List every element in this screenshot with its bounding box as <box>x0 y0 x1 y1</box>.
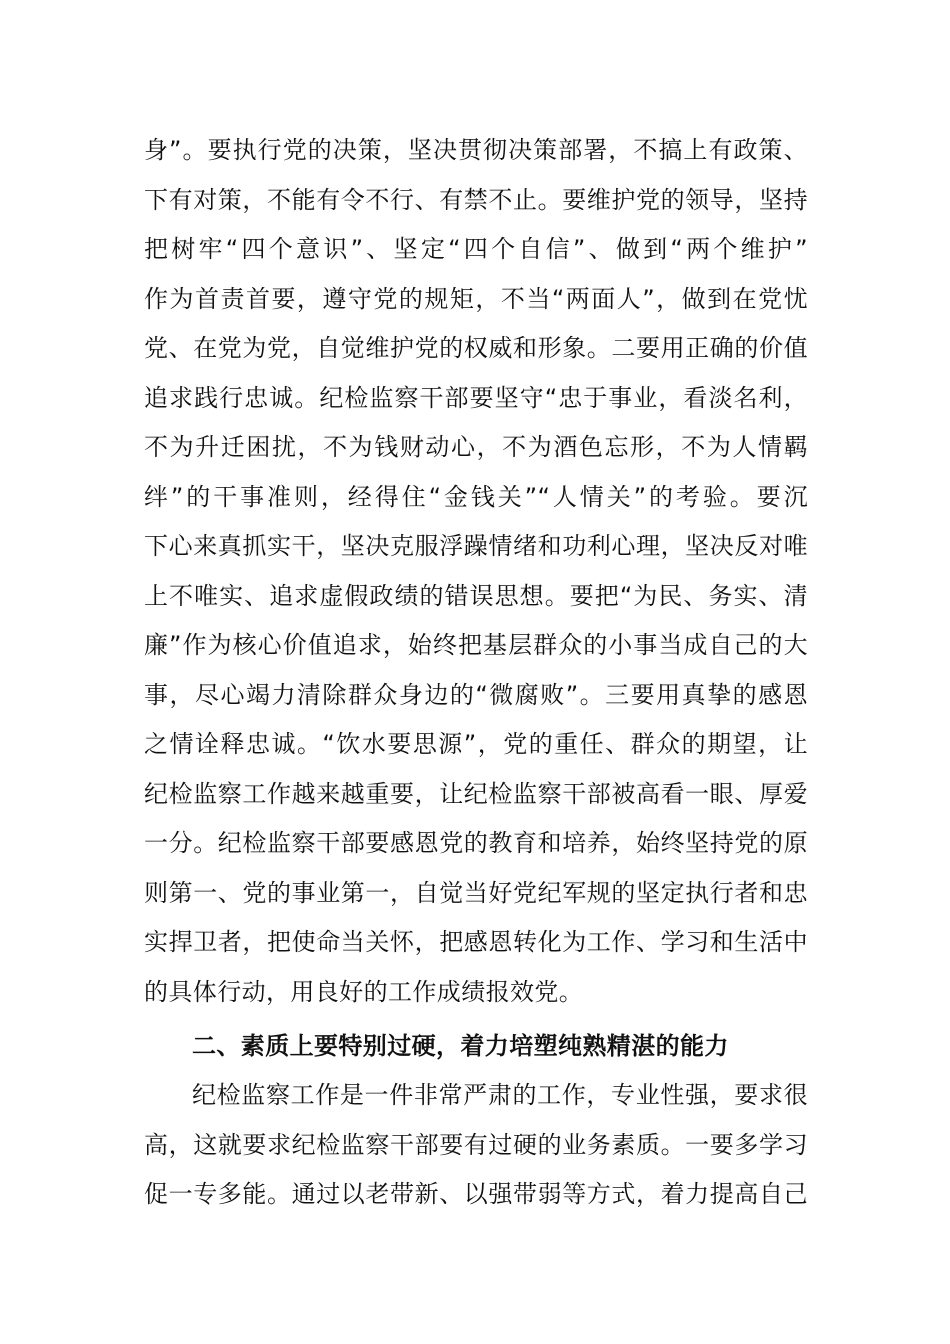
paragraph-line: 上不唯实、追求虚假政绩的错误思想。要把“为民、务实、清 <box>144 581 808 610</box>
section-heading <box>144 1022 808 1072</box>
paragraph-line: 追求践行忠诚。纪检监察干部要坚守“忠于事业，看淡名利， <box>144 383 808 412</box>
paragraph-line: 作为首责首要，遵守党的规矩，不当“两面人”，做到在党忧 <box>144 284 808 313</box>
paragraph-line: 的具体行动，用良好的工作成绩报效党。 <box>144 977 584 1006</box>
body-paragraph <box>144 1071 808 1220</box>
paragraph-line: 之情诠释忠诚。“饮水要思源”，党的重任、群众的期望，让 <box>144 730 808 758</box>
paragraph-line: 纪检监察工作是一件非常严肃的工作，专业性强，要求很 <box>192 1081 808 1109</box>
paragraph-line: 纪检监察工作越来越重要，让纪检监察干部被高看一眼、厚爱 <box>144 779 808 808</box>
paragraph-line: 绊”的干事准则，经得住“金钱关”“人情关”的考验。要沉 <box>144 482 808 511</box>
section-heading-text: 二、素质上要特别过硬，着力培塑纯熟精湛的能力 <box>192 1032 729 1060</box>
paragraph-line: 事，尽心竭力清除群众身边的“微腐败”。三要用真挚的感恩 <box>144 680 808 709</box>
body-paragraph <box>144 126 808 1017</box>
paragraph-line: 不为升迁困扰，不为钱财动心，不为酒色忘形，不为人情羁 <box>144 433 808 461</box>
paragraph-line: 下心来真抓实干，坚决克服浮躁情绪和功利心理，坚决反对唯 <box>144 532 808 560</box>
paragraph-line: 实捍卫者，把使命当关怀，把感恩转化为工作、学习和生活中 <box>144 928 808 956</box>
paragraph-line: 则第一、党的事业第一，自觉当好党纪军规的坚定执行者和忠 <box>144 878 808 907</box>
paragraph-line: 高，这就要求纪检监察干部要有过硬的业务素质。一要多学习 <box>144 1130 808 1159</box>
paragraph-line: 下有对策，不能有令不行、有禁不止。要维护党的领导，坚持 <box>144 185 808 214</box>
paragraph-line: 廉”作为核心价值追求，始终把基层群众的小事当成自己的大 <box>144 631 808 659</box>
paragraph-line: 一分。纪检监察干部要感恩党的教育和培养，始终坚持党的原 <box>144 829 808 857</box>
paragraph-line: 身”。要执行党的决策，坚决贯彻决策部署，不搞上有政策、 <box>144 136 808 164</box>
paragraph-line: 促一专多能。通过以老带新、以强带弱等方式，着力提高自己 <box>144 1180 808 1208</box>
paragraph-line: 党、在党为党，自觉维护党的权威和形象。二要用正确的价值 <box>144 334 808 362</box>
paragraph-line: 把树牢“四个意识”、坚定“四个自信”、做到“两个维护” <box>144 235 808 263</box>
